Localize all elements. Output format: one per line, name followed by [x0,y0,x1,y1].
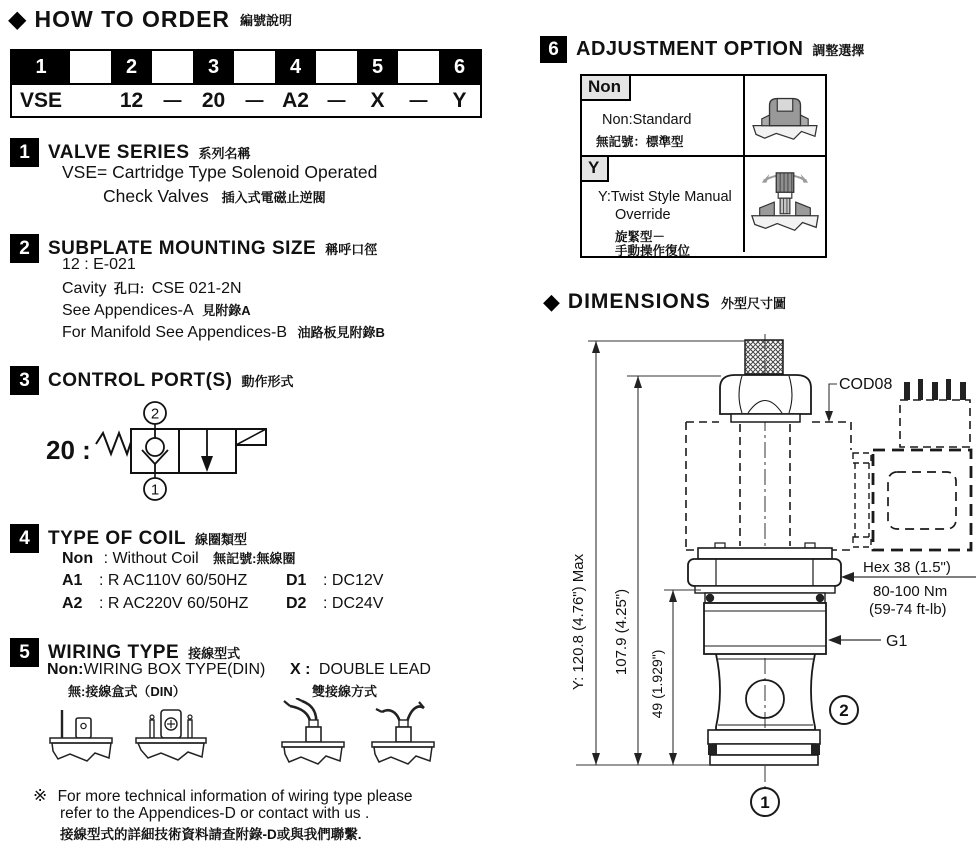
section-control-port-header: 3 CONTROL PORT(S) 動作形式 [10,366,294,395]
order-col-4: 4 [275,51,316,83]
double-lead-connector-drawing-2 [358,698,448,782]
o-ring-groove [705,593,825,603]
code-coil: A2 [282,88,309,112]
svg-text:1: 1 [760,793,770,812]
standard-adjuster-icon [748,87,822,145]
code-adjust: Y [452,88,467,112]
leader-arrow-icon [828,635,841,645]
dimensions-header: ◆ DIMENSIONS 外型尺寸圖 [543,289,786,314]
symbol-code-label: 20 : [46,435,91,465]
order-col-1: 1 [12,51,70,83]
wiring-option-x-zh: 雙接線方式 [312,684,378,699]
leader-arrow-icon [841,572,854,582]
section-valve-series-header: 1 VALVE SERIES 系列名稱 [10,138,251,167]
section-number-5: 5 [10,638,39,667]
leader-arrow-icon [825,411,833,422]
g1-label [828,633,907,650]
valve-series-line2: Check Valves 插入式電磁止逆閥 [103,186,326,206]
section-number-3: 3 [10,366,39,395]
code-wiring: X [370,88,385,112]
code-ports: 20 [201,88,226,112]
wiring-option-non: Non:WIRING BOX TYPE(DIN) [47,661,266,678]
section-wiring-type-header: 5 WIRING TYPE 接線型式 [10,638,240,667]
svg-text:G1: G1 [886,633,908,650]
adjustment-tab-y: Y [582,157,609,182]
how-to-order-header [8,6,292,33]
section-adjustment-header: 6 ADJUSTMENT OPTION 調整選擇 [540,36,864,63]
subplate-line1: 12 : E-021 [62,256,136,273]
page-title-zh: 編號說明 [240,13,293,28]
double-lead-connector-drawing-1 [268,698,358,782]
din-connector-front-drawing [128,698,218,782]
coil-phantom-outline [686,422,851,552]
port-1-balloon [751,788,779,816]
subplate-line3: See Appendices-A 見附錄A [62,302,251,319]
adjustment-option-table [580,74,827,258]
subplate-line4: For Manifold See Appendices-B 油路板見附錄B [62,324,385,341]
dim-label-body: 49 (1.929") [649,649,665,719]
code-series: VSE [20,88,63,112]
diamond-icon: ◆ [543,289,560,314]
page-title: HOW TO ORDER [34,6,231,32]
override-nut [720,375,811,422]
subplate-line2: Cavity 孔口: CSE 021-2N [62,280,242,297]
code-size: 12 [119,88,144,112]
coil-option-row-2: A2 : R AC220V 60/50HZ D2 : DC24V [62,595,384,612]
diamond-icon: ◆ [8,5,27,33]
wiring-box-phantom [853,450,971,550]
wiring-note-zh: 接線型式的詳細技術資料請查附錄-D或與我們聯繫. [60,827,362,842]
order-code-values-row: VSE 12 — 20 — A2 — X — Y [12,85,480,116]
bottom-flange [708,730,820,765]
coil-option-row-1: A1 : R AC110V 60/50HZ D1 : DC12V [62,572,384,589]
hex-nut [688,559,841,586]
section-number-4: 4 [10,524,39,553]
port-2-balloon [830,696,858,724]
washer [695,586,835,593]
valve-series-line1: VSE= Cartridge Type Solenoid Operated [62,162,378,182]
wiring-option-non-zh: 無:接線盒式（DIN） [68,684,186,699]
port-1-label [144,473,166,500]
svg-text:Hex 38 (1.5"): Hex 38 (1.5") [863,559,951,576]
din-plug-phantom [900,379,970,447]
svg-text:COD08: COD08 [839,376,893,393]
section-number-2: 2 [10,234,39,263]
threaded-body [704,603,826,654]
dim-label-y-max: Y: 120.8 (4.76") Max [570,553,587,691]
order-col-3: 3 [193,51,234,83]
valve-symbol-diagram [36,392,286,512]
dimensions-drawing [543,332,980,843]
order-code-numbers-row [12,51,480,85]
order-col-6: 6 [439,51,480,83]
knurled-knob [745,340,783,374]
spring-symbol [96,433,131,454]
check-valve-symbol [142,429,168,473]
section-number-6: 6 [540,36,567,63]
dim-label-total: 107.9 (4.25") [613,588,630,676]
wiring-option-x: X : DOUBLE LEAD [290,661,431,678]
twist-override-icon [748,166,822,244]
svg-text:2: 2 [150,405,160,423]
svg-text:2: 2 [839,701,849,720]
svg-text:80-100 Nm: 80-100 Nm [873,583,948,600]
section-number-1: 1 [10,138,39,167]
din-connector-side-drawing [38,698,128,782]
section-subplate-header: 2 SUBPLATE MOUNTING SIZE 稱呼口徑 [10,234,377,263]
order-code-table [10,49,482,118]
order-col-5: 5 [357,51,398,83]
cod08-label [825,376,892,422]
wiring-note-line1: ※ For more technical information of wiring type please [33,786,413,805]
svg-text:1: 1 [150,481,160,499]
order-col-2: 2 [111,51,152,83]
coil-option-non: Non : Without Coil 無記號:無線圈 [62,550,296,567]
adjustment-row-twist: Y Y:Twist Style Manual Override 旋緊型－ 手動操作復位 [582,157,825,252]
section-type-of-coil-header: 4 TYPE OF COIL 線圈類型 [10,524,247,553]
adjustment-tab-non: Non [582,76,631,101]
wiring-note-line2: refer to the Appendices-D or contact with us . [60,805,370,822]
reference-mark-icon: ※ [33,786,48,805]
adjustment-row-standard: Non Non:Standard 無記號：標準型 [582,76,825,157]
svg-text:(59-74 ft-lb): (59-74 ft-lb) [869,601,947,618]
flow-arrow-symbol [201,429,213,472]
hex-torque-labels [841,559,976,618]
port-2-label [144,402,166,429]
solenoid-symbol [236,429,266,445]
